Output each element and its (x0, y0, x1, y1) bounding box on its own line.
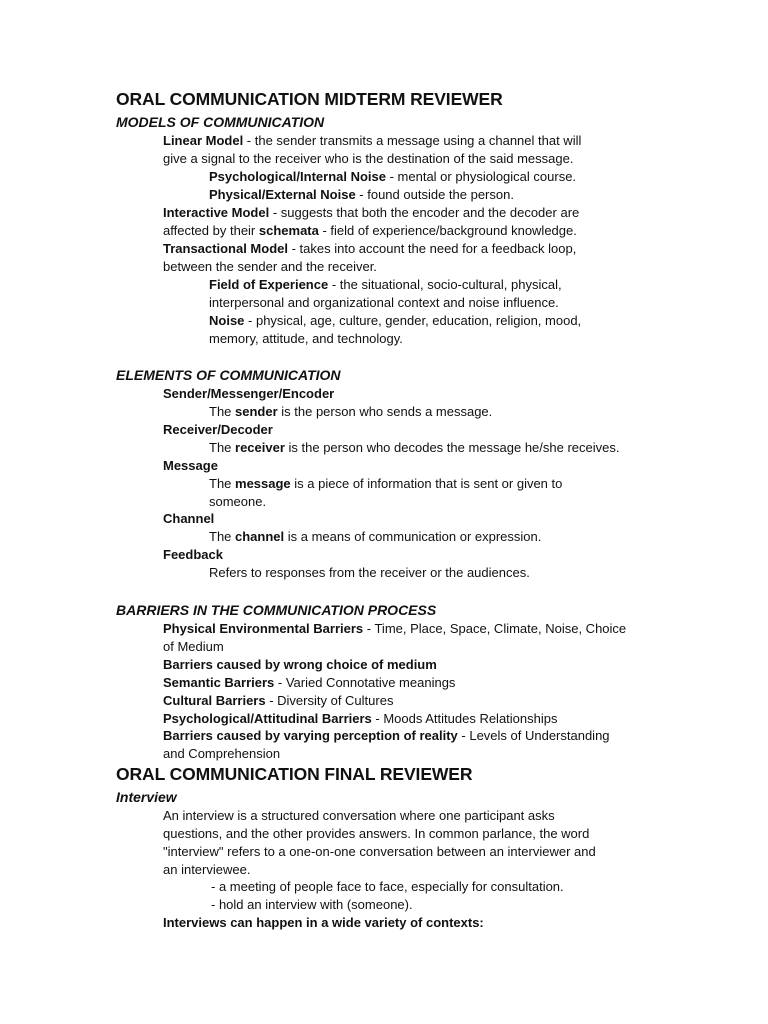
subitem-physical-noise: Physical/External Noise - found outside the person. (209, 187, 514, 202)
interview-definition-2: - hold an interview with (someone). (211, 897, 413, 912)
paragraph-linear-model: Linear Model - the sender transmits a message using a channel that will (163, 133, 582, 148)
interview-paragraph-line-3: "interview" refers to a one-on-one conversation between an interviewer and (163, 844, 596, 859)
element-term-feedback: Feedback (163, 547, 223, 562)
element-term-message: Message (163, 458, 218, 473)
element-def-channel: The channel is a means of communication or expression. (209, 529, 542, 544)
doc-title-midterm: ORAL COMMUNICATION MIDTERM REVIEWER (116, 89, 503, 109)
element-term-receiver: Receiver/Decoder (163, 422, 273, 437)
element-def-sender: The sender is the person who sends a message. (209, 404, 493, 419)
section-heading-elements: ELEMENTS OF COMMUNICATION (116, 367, 341, 383)
subitem-noise: Noise - physical, age, culture, gender, education, religion, mood, (209, 313, 582, 328)
barrier-physical: Physical Environmental Barriers - Time, Place, Space, Climate, Noise, Choice (163, 621, 627, 636)
interview-paragraph-line-1: An interview is a structured conversation where one participant asks (163, 808, 555, 823)
subitem-field-of-experience: Field of Experience - the situational, socio-cultural, physical, (209, 277, 562, 292)
barrier-wrong-medium: Barriers caused by wrong choice of medium (163, 657, 437, 672)
paragraph-linear-model-cont: give a signal to the receiver who is the destination of the said message. (163, 151, 574, 166)
element-def-message: The message is a piece of information that is sent or given to (209, 476, 563, 491)
interview-definition-1: - a meeting of people face to face, especially for consultation. (211, 879, 564, 894)
interview-contexts-heading: Interviews can happen in a wide variety of contexts: (163, 915, 484, 930)
paragraph-transactional-model-cont: between the sender and the receiver. (163, 259, 377, 274)
subitem-noise-cont: memory, attitude, and technology. (209, 331, 403, 346)
section-heading-interview: Interview (116, 789, 177, 805)
subitem-psychological-noise: Psychological/Internal Noise - mental or physiological course. (209, 169, 577, 184)
subitem-field-of-experience-cont: interpersonal and organizational context and noise influence. (209, 295, 559, 310)
section-heading-models: MODELS OF COMMUNICATION (116, 114, 325, 130)
element-term-sender: Sender/Messenger/Encoder (163, 386, 335, 401)
element-def-feedback: Refers to responses from the receiver or the audiences. (209, 565, 530, 580)
barrier-physical-cont: of Medium (163, 639, 224, 654)
barrier-perception: Barriers caused by varying perception of reality - Levels of Understanding (163, 728, 610, 743)
paragraph-interactive-model: Interactive Model - suggests that both the encoder and the decoder are (163, 205, 580, 220)
paragraph-interactive-model-cont: affected by their schemata - field of experience/background knowledge. (163, 223, 577, 238)
paragraph-transactional-model: Transactional Model - takes into account the need for a feedback loop, (163, 241, 577, 256)
interview-paragraph-line-4: an interviewee. (163, 862, 251, 877)
element-term-channel: Channel (163, 511, 215, 526)
element-def-message-cont: someone. (209, 494, 267, 509)
doc-title-final: ORAL COMMUNICATION FINAL REVIEWER (116, 764, 473, 784)
barrier-semantic: Semantic Barriers - Varied Connotative meanings (163, 675, 456, 690)
element-def-receiver: The receiver is the person who decodes the message he/she receives. (209, 440, 620, 455)
barrier-cultural: Cultural Barriers - Diversity of Cultures (163, 693, 394, 708)
interview-paragraph-line-2: questions, and the other provides answers. In common parlance, the word (163, 826, 590, 841)
section-heading-barriers: BARRIERS IN THE COMMUNICATION PROCESS (116, 602, 437, 618)
barrier-psychological: Psychological/Attitudinal Barriers - Moods Attitudes Relationships (163, 711, 558, 726)
barrier-perception-cont: and Comprehension (163, 746, 281, 761)
